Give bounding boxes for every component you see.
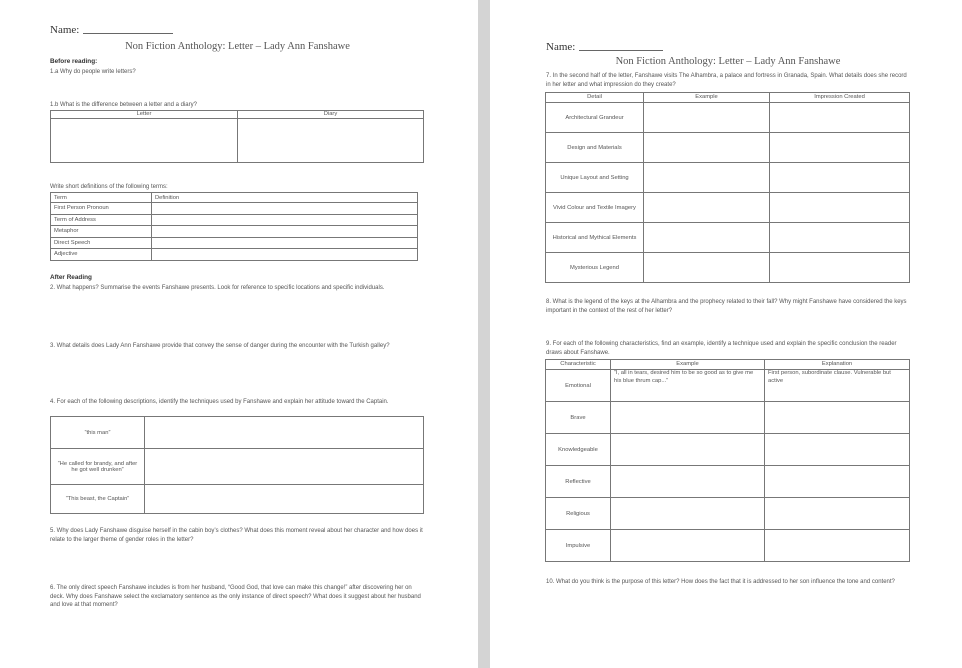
impression-input[interactable] — [770, 133, 910, 163]
definitions-intro: Write short definitions of the following terms: — [50, 184, 168, 190]
header-term: Term — [51, 193, 152, 203]
question-7: 7. In the second half of the letter, Fanshawe visits The Alhambra, a palace and fortress in Granada, Spain. What details does she record in her letter and what impression do they create? — [546, 73, 907, 88]
definition-input[interactable] — [152, 203, 418, 215]
characteristics-table — [545, 359, 910, 562]
example-input[interactable] — [644, 163, 770, 193]
characteristic-cell: Religious — [546, 498, 611, 530]
explanation-input[interactable]: First person, subordinate clause. Vulnerable but active — [765, 370, 910, 402]
definition-input[interactable] — [152, 226, 418, 238]
question-3: 3. What details does Lady Ann Fanshawe provide that convey the sense of danger during the encounter with the Turkish galley? — [50, 343, 390, 349]
name-line[interactable] — [579, 50, 663, 51]
description-quote: “He called for brandy, and after he got well drunken” — [51, 449, 145, 485]
explanation-input[interactable] — [765, 402, 910, 434]
name-label: Name: — [546, 41, 576, 53]
question-1b: 1.b What is the difference between a letter and a diary? — [50, 102, 197, 108]
diary-answer-cell[interactable] — [238, 119, 424, 163]
definition-input[interactable] — [152, 249, 418, 261]
term-cell: Term of Address — [51, 214, 152, 226]
characteristic-cell: Impulsive — [546, 530, 611, 562]
explanation-input[interactable] — [765, 498, 910, 530]
worksheet-page-left — [0, 0, 478, 668]
question-5: 5. Why does Lady Fanshawe disguise herself in the cabin boy’s clothes? What does this moment reveal about her character and how does it relate to the larger theme of gender roles in the letter? — [50, 528, 423, 543]
term-cell: Adjective — [51, 249, 152, 261]
header-diary: Diary — [238, 111, 424, 119]
detail-cell: Mysterious Legend — [546, 253, 644, 283]
explanation-input[interactable] — [765, 466, 910, 498]
worksheet-page-right — [490, 0, 962, 668]
example-input[interactable] — [611, 466, 765, 498]
definitions-table — [50, 192, 418, 261]
letter-diary-table — [50, 110, 424, 163]
definition-input[interactable] — [152, 237, 418, 249]
example-input[interactable] — [644, 133, 770, 163]
technique-answer-cell[interactable] — [145, 417, 424, 449]
characteristic-cell: Reflective — [546, 466, 611, 498]
term-cell: Direct Speech — [51, 237, 152, 249]
impression-input[interactable] — [770, 223, 910, 253]
characteristic-cell: Knowledgeable — [546, 434, 611, 466]
technique-answer-cell[interactable] — [145, 449, 424, 485]
detail-cell: Unique Layout and Setting — [546, 163, 644, 193]
alhambra-details-table — [545, 92, 910, 283]
example-input[interactable] — [644, 223, 770, 253]
header-detail: Detail — [546, 93, 644, 103]
term-cell: Metaphor — [51, 226, 152, 238]
impression-input[interactable] — [770, 193, 910, 223]
before-reading-heading: Before reading: — [50, 58, 98, 65]
header-impression: Impression Created — [770, 93, 910, 103]
name-line[interactable] — [83, 33, 173, 34]
example-input[interactable] — [611, 434, 765, 466]
letter-answer-cell[interactable] — [51, 119, 238, 163]
question-8: 8. What is the legend of the keys at the Alhambra and the prophecy related to their fall? Why might Fanshawe have considered the keys important in the context of the rest of her letter? — [546, 299, 907, 314]
header-definition: Definition — [152, 193, 418, 203]
name-field[interactable] — [546, 41, 663, 53]
page-title: Non Fiction Anthology: Letter – Lady Ann Fanshawe — [615, 56, 841, 67]
impression-input[interactable] — [770, 103, 910, 133]
explanation-input[interactable] — [765, 434, 910, 466]
example-input[interactable] — [611, 402, 765, 434]
question-6: 6. The only direct speech Fanshawe includes is from her husband, “Good God, that love can make this change!” after discovering her on deck. Why does Fanshawe select the exclamatory sentence as the only instance of direct speech? What does it suggest about her husband and love at that moment? — [50, 585, 421, 608]
detail-cell: Architectural Grandeur — [546, 103, 644, 133]
characteristic-cell: Emotional — [546, 370, 611, 402]
term-cell: First Person Pronoun — [51, 203, 152, 215]
header-letter: Letter — [51, 111, 238, 119]
explanation-input[interactable] — [765, 530, 910, 562]
header-explanation: Explanation — [765, 360, 910, 370]
example-input[interactable] — [644, 253, 770, 283]
example-input[interactable] — [611, 498, 765, 530]
question-4: 4. For each of the following descriptions, identify the techniques used by Fanshawe and explain her attitude toward the Captain. — [50, 399, 389, 405]
description-quote: “this man” — [51, 417, 145, 449]
detail-cell: Historical and Mythical Elements — [546, 223, 644, 253]
page-gutter — [478, 0, 490, 668]
header-characteristic: Characteristic — [546, 360, 611, 370]
after-reading-heading: After Reading — [50, 274, 92, 281]
question-9: 9. For each of the following characteristics, find an example, identify a technique used and explain the specific conclusion the reader draws about Fanshawe. — [546, 341, 897, 356]
description-quote: “This beast, the Captain” — [51, 485, 145, 514]
impression-input[interactable] — [770, 253, 910, 283]
example-input[interactable] — [644, 103, 770, 133]
name-label: Name: — [50, 24, 80, 36]
descriptions-table — [50, 416, 424, 514]
name-field[interactable] — [50, 24, 173, 36]
detail-cell: Vivid Colour and Textile Imagery — [546, 193, 644, 223]
header-example: Example — [644, 93, 770, 103]
example-input[interactable]: “I, all in tears, desired him to be so good as to give me his blue thrum cap...” — [611, 370, 765, 402]
example-input[interactable] — [644, 193, 770, 223]
page-title: Non Fiction Anthology: Letter – Lady Ann Fanshawe — [125, 41, 350, 52]
example-input[interactable] — [611, 530, 765, 562]
header-example: Example — [611, 360, 765, 370]
question-1a: 1.a Why do people write letters? — [50, 69, 136, 75]
technique-answer-cell[interactable] — [145, 485, 424, 514]
question-10: 10. What do you think is the purpose of this letter? How does the fact that it is addressed to her son influence the tone and content? — [546, 579, 895, 585]
definition-input[interactable] — [152, 214, 418, 226]
characteristic-cell: Brave — [546, 402, 611, 434]
detail-cell: Design and Materials — [546, 133, 644, 163]
question-2: 2. What happens? Summarise the events Fanshawe presents. Look for reference to specific locations and specific individuals. — [50, 285, 385, 291]
impression-input[interactable] — [770, 163, 910, 193]
